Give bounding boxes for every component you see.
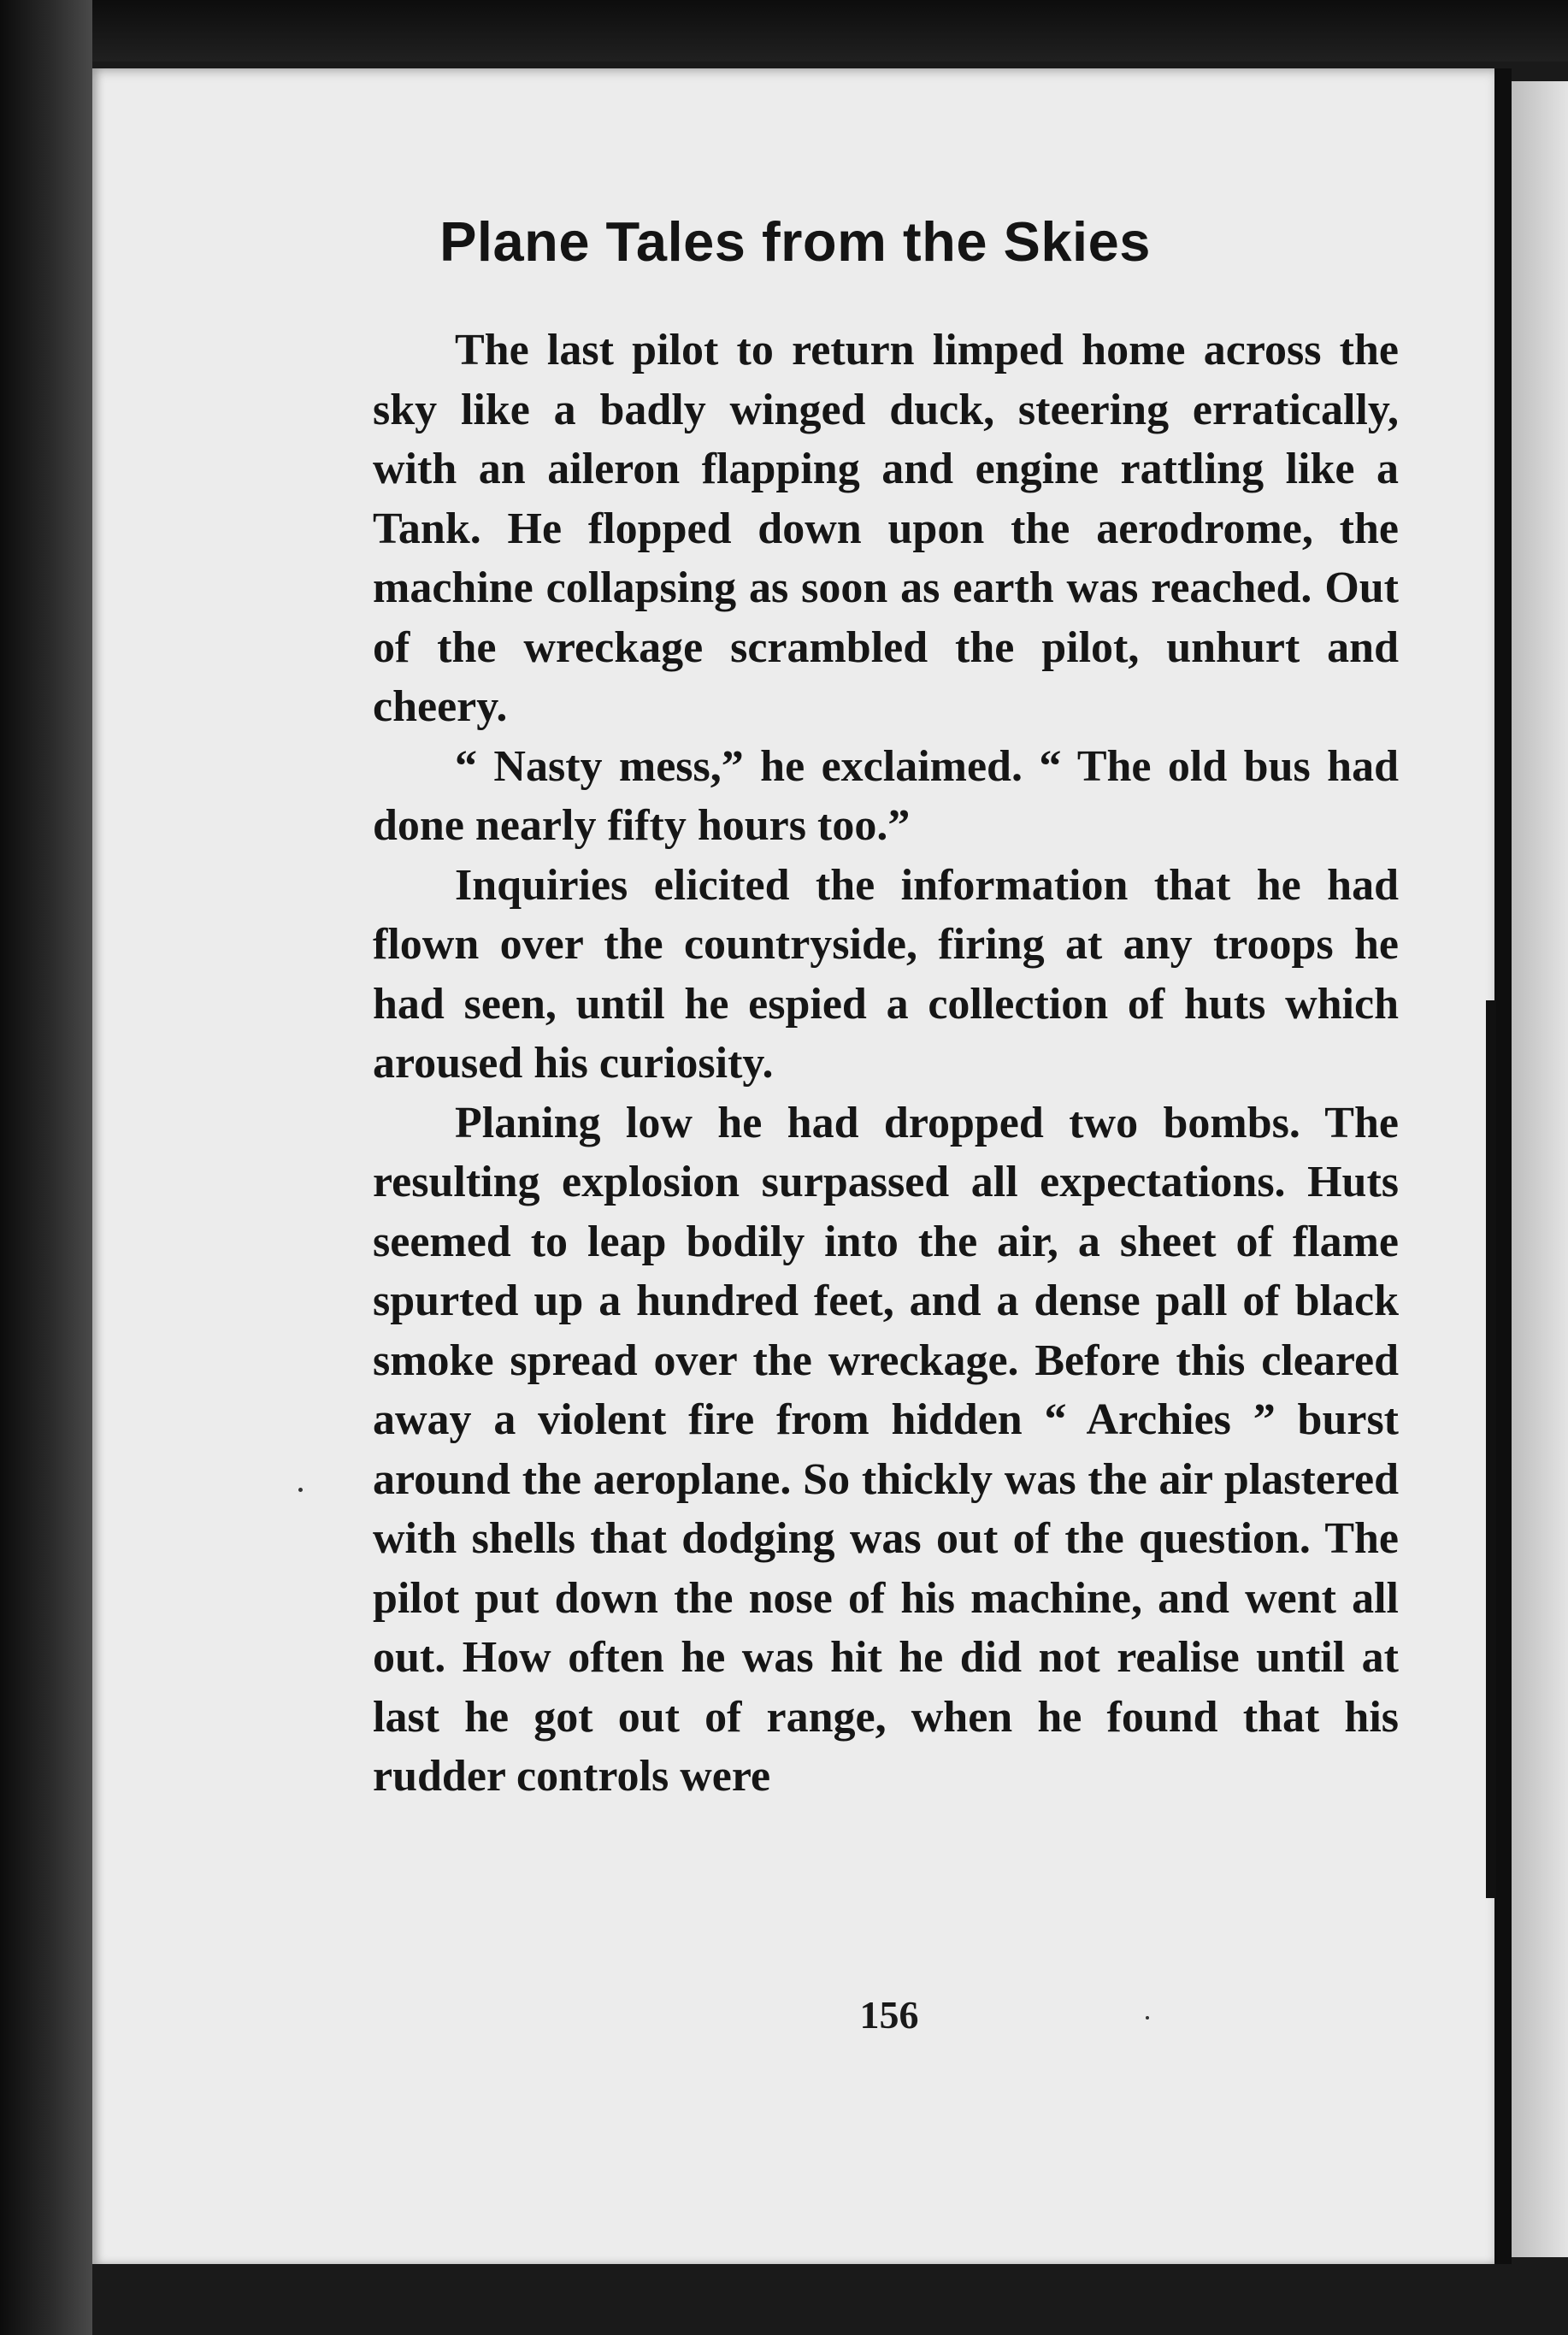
- scan-top-border: [0, 0, 1568, 62]
- gutter-shadow: [1486, 1000, 1496, 1898]
- adjacent-page-edge: [1512, 81, 1568, 2257]
- page-gutter: [1494, 68, 1512, 2264]
- ink-speck: [1146, 2016, 1149, 2020]
- page-number: 156: [859, 1993, 919, 2037]
- scan-left-border: [0, 0, 92, 2335]
- paragraph: “ Nasty mess,” he exclaimed. “ The old bus had done nearly fifty hours too.”: [373, 741, 1399, 850]
- paragraph: Planing low he had dropped two bombs. The resulting explosion surpassed all expectations. Huts seemed to leap bodily into the air, a sheet of flame spurted up a hundred feet, and a dense pall of black smoke spread over the wreckage. Before this cleared away a violent fire from hidden “ Archies ” burst around the aeroplane. So thickly was the air plastered with shells that dodging was out of the question. The pilot put down the nose of his machine, and went all out. How often he was hit he did not realise until at last he got out of range, when he found that his rudder controls were: [373, 1098, 1399, 1801]
- paragraph: The last pilot to return limped home across the sky like a badly winged duck, steering erratically, with an aileron flapping and engine rattling like a Tank. He flopped down upon the aerodrome, the machine collapsing as soon as earth was reached. Out of the wreckage scrambled the pilot, unhurt and cheery.: [373, 326, 1399, 731]
- body-text: [373, 321, 1399, 1807]
- running-title: Plane Tales from the Skies: [439, 210, 1151, 273]
- paragraph: Inquiries elicited the information that he had flown over the countryside, firing at any troops he had seen, until he espied a collection of huts which aroused his curiosity.: [373, 860, 1399, 1088]
- ink-speck: [298, 1488, 303, 1492]
